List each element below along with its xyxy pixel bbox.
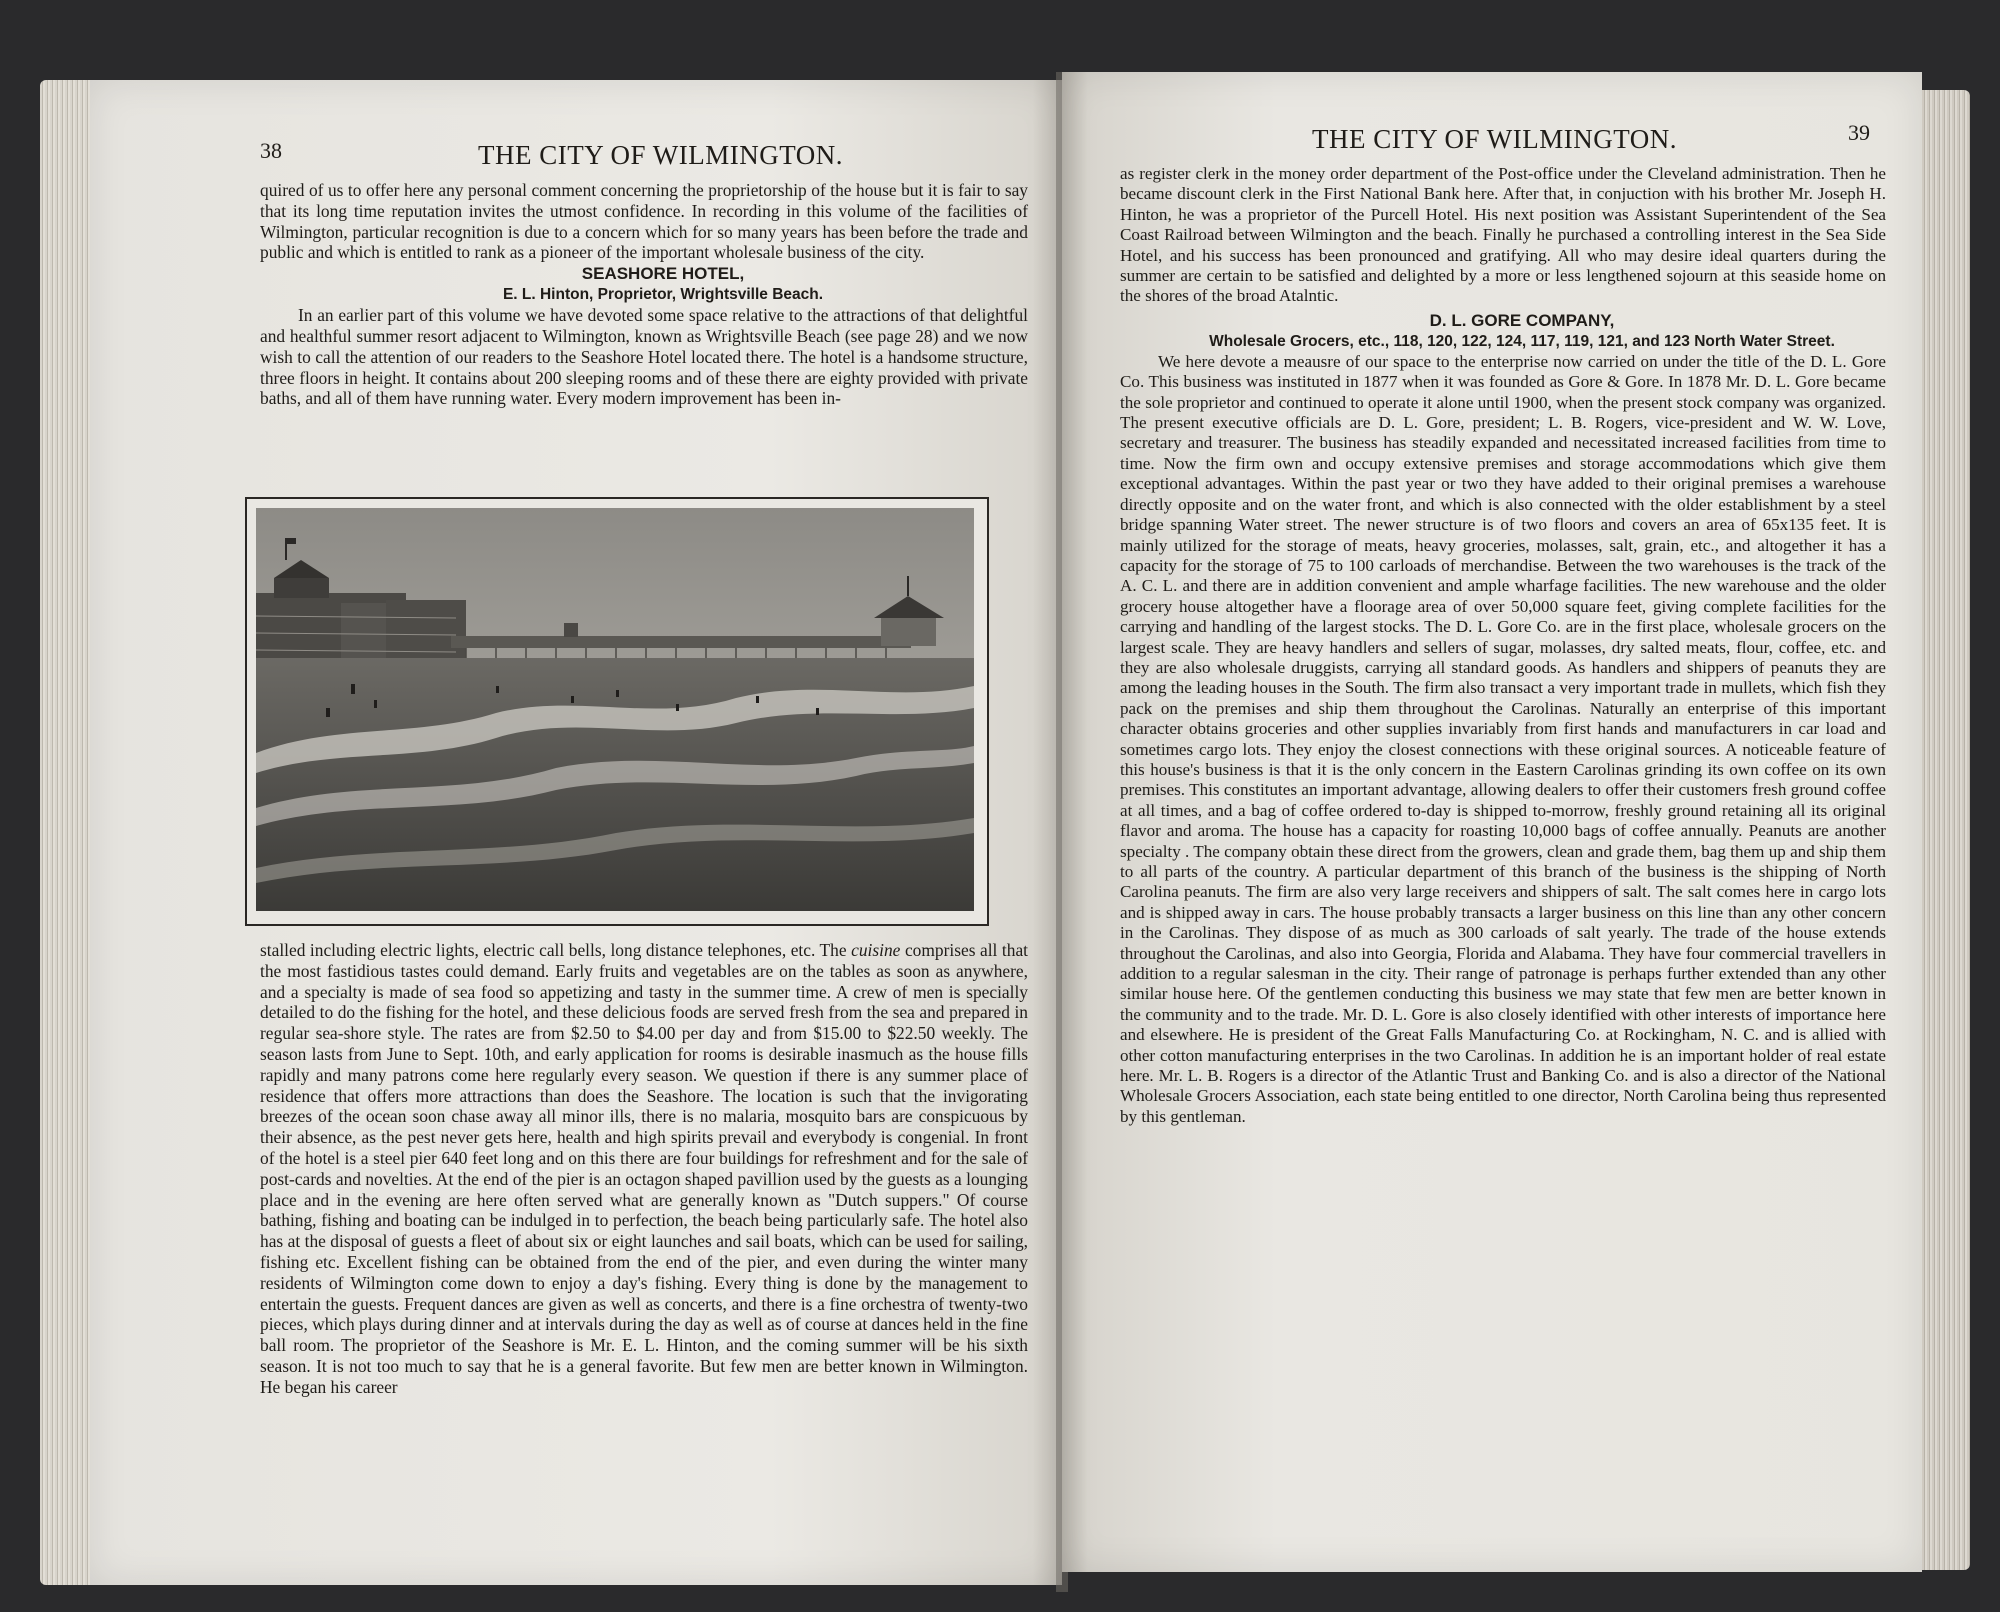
right-running-head: THE CITY OF WILMINGTON. <box>1312 124 1677 154</box>
left-running-head: THE CITY OF WILMINGTON. <box>478 140 843 170</box>
right-page-number: 39 <box>1848 120 1870 145</box>
gore-company-heading: D. L. GORE COMPANY, <box>1429 310 1615 330</box>
seashore-body-paragraph <box>260 940 1028 1398</box>
seashore-body-part1: stalled including electric lights, electric call bells, long distance telephones, etc. The <box>260 940 852 960</box>
left-page-number: 38 <box>260 138 282 163</box>
beach-pier-image <box>256 508 978 915</box>
hinton-career-paragraph: as register clerk in the money order department of the Post-office under the Cleveland administration. Then he became discount clerk in the First National Bank here. After that, in conjuction with his brother Mr. Joseph H. Hinton, he was a proprietor of the Purcell Hotel. His next position was Assistant Superintendent of the Sea Coast Railroad between Wilmington and the beach. Finally he purchased a controlling interest in the Sea Side Hotel, and his success has been pronounced and gratifying. All who may desire ideal quarters during the summer are certain to be satisfied and delighted by a more or less lengthened sojourn at this seaside home on the shores of the broad Atalntic. <box>1120 164 1886 306</box>
seashore-body-italic: cuisine <box>851 940 901 960</box>
right-page-edges <box>1922 90 1970 1570</box>
left-page <box>90 80 1062 1585</box>
seashore-hotel-subheading: E. L. Hinton, Proprietor, Wrightsville Beach. <box>502 286 824 304</box>
seashore-intro-paragraph: In an earlier part of this volume we have devoted some space relative to the attractions of that delightful and healthful summer resort adjacent to Wilmington, known as Wrightsville Beach (see page 28) and we now wish to call the attention of our readers to the Seashore Hotel located there. The hotel is a handsome structure, three floors in height. It contains about 200 sleeping rooms and of these there are eighty provided with private baths, and all of them have running water. Every modern improvement has been in- <box>260 305 1028 409</box>
right-page <box>1062 72 1922 1572</box>
gore-company-body: We here devote a meausre of our space to the enterprise now carried on under the title of the D. L. Gore Co. This business was instituted in 1877 when it was founded as Gore & Gore. In 1878 Mr. D. L. Gore became the sole proprietor and continued to operate it alone until 1900, when the present stock company was organized. The present executive officials are D. L. Gore, president; L. B. Rogers, vice-president and W. W. Love, secretary and treasurer. The business has steadily expanded and necessitated increased facilities from time to time. Now the firm own and occupy extensive premises and storage accommodations which give them exceptional advantages. Within the past year or two they have added to their original premises a warehouse directly opposite and on the water front, and which is also connected with the older establishment by a steel bridge spanning Water street. The newer structure is of two floors and covers an area of 65x135 feet. It is mainly utilized for the storage of meats, heavy groceries, molasses, salt, grain, etc., and altogether it has a capacity for the storage of 75 to 100 carloads of merchandise. Between the two warehouses is the track of the A. C. L. and there are in addition convenient and ample wharfage facilities. The new warehouse and the older grocery house altogether have a floorage area of over 50,000 square feet, giving complete facilities for the carrying and handling of the largest stocks. The D. L. Gore Co. are in the first place, wholesale grocers on the largest scale. They are heavy handlers and sellers of sugar, molasses, dry salted meats, flour, coffee, etc. and they are also wholesale druggists, carrying all standard goods. As handlers and shippers of peanuts they are among the leading houses in the South. The firm also transact a very important trade in mullets, which fish they pack on the premises and ship them throughout the Carolinas. Naturally an enterprise of this important character obtains groceries and other supplies invariably from first hands and manufacturers in car load and sometimes cargo lots. They enjoy the closest connections with these original sources. A noticeable feature of this house's business is that it is the only concern in the Eastern Carolinas grinding its own coffee on its own premises. This constitutes an important advantage, allowing dealers to offer their customers fresh ground coffee at all times, and a bag of coffee ordered to-day is shipped to-morrow, freshly ground retaining all its original flavor and aroma. The house has a capacity for roasting 10,000 bags of coffee annually. Peanuts are another specialty . The company obtain these direct from the growers, clean and grade them, bag them up and ship them to all parts of the country. A particular department of this branch of the business is the shipping of North Carolina peanuts. The firm are also very large receivers and shippers of salt. The salt comes here in cargo lots and is shipped away in cars. The house probably transacts a larger business on this line than any other concern in the Carolinas. They dispose of as much as 300 carloads of salt yearly. The trade of the house extends throughout the Carolinas, and also into Georgia, Florida and Alabama. They have four commercial travellers in addition to a regular salesman in the city. Their range of patronage is perhaps further extended than any other similar house here. Of the gentlemen conducting this business we may state that few men are better known in the community and to the trade. Mr. D. L. Gore is also closely identified with other interests of importance here and elsewhere. He is president of the Great Falls Manufacturing Co. at Rockingham, N. C. and is allied with other cotton manufacturing enterprises in the two Carolinas. In addition he is an important holder of real estate here. Mr. L. B. Rogers is a director of the Atlantic Trust and Banking Co. and is also a director of the National Wholesale Grocers Association, each state being entitled to one director, North Carolina being thus represented by this gentleman. <box>1120 351 1886 1126</box>
seashore-hotel-heading: SEASHORE HOTEL, <box>581 264 745 284</box>
left-top-paragraph: quired of us to offer here any personal comment concerning the proprietorship of the house but it is fair to say that its long time reputation invites the utmost confidence. In recording in this volume of the facilities of Wilmington, particular recognition is due to a concern which for so many years has been before the trade and public and which is entitled to rank as a pioneer of the important wholesale business of the city. <box>260 180 1028 263</box>
seashore-body-part2: comprises all that the most fastidious tastes could demand. Early fruits and vegetables are on the tables as soon as anywhere, and a specialty is made of sea food so appetizing and tasty in the summer time. A crew of men is specially detailed to do the fishing for the hotel, and these delicious foods are served fresh from the sea and prepared in regular sea-shore style. The rates are from $2.50 to $4.00 per day and from $15.00 to $22.50 weekly. The season lasts from June to Sept. 10th, and early application for rooms is desirable inasmuch as the house fills rapidly and many patrons come here regularly every season. We question if there is any summer place of residence that offers more attractions than does the Seashore. The location is such that the invigorating breezes of the ocean soon chase away all minor ills, there is no malaria, mosquito bars are conspicuous by their absence, as the pest never gets here, health and high spirits prevail and everybody is congenial. In front of the hotel is a steel pier 640 feet long and on this there are four buildings for refreshment and for the sale of post-cards and novelties. At the end of the pier is an octagon shaped pavillion used by the guests as a lounging place and in the evening are here often served what are generally known as "Dutch suppers." Of course bathing, fishing and boating can be indulged in to perfection, the beach being particularly safe. The hotel also has at the disposal of guests a fleet of about six or eight launches and sail boats, which can be used for sailing, fishing etc. Excellent fishing can be obtained from the end of the pier, and even during the winter many residents of Wilmington come down to enjoy a day's fishing. Every thing is done by the management to entertain the guests. Frequent dances are given as well as concerts, and there is a fine orchestra of twenty-two pieces, which plays during dinner and at intervals during the day as well as of course at dances held in the fine ball room. The proprietor of the Seashore is Mr. E. L. Hinton, and the coming summer will be his sixth season. It is not too much to say that he is a general favorite. But few men are better known in Wilmington. He began his career <box>260 940 1028 1397</box>
open-book <box>40 72 1970 1597</box>
left-top-text <box>260 180 1028 409</box>
seashore-hotel-photo <box>245 497 989 926</box>
left-body-text <box>260 940 1028 1398</box>
right-text <box>1120 164 1886 1127</box>
gore-company-subheading: Wholesale Grocers, etc., 118, 120, 122, 124, 117, 119, 121, and 123 North Water Street. <box>1209 332 1835 350</box>
